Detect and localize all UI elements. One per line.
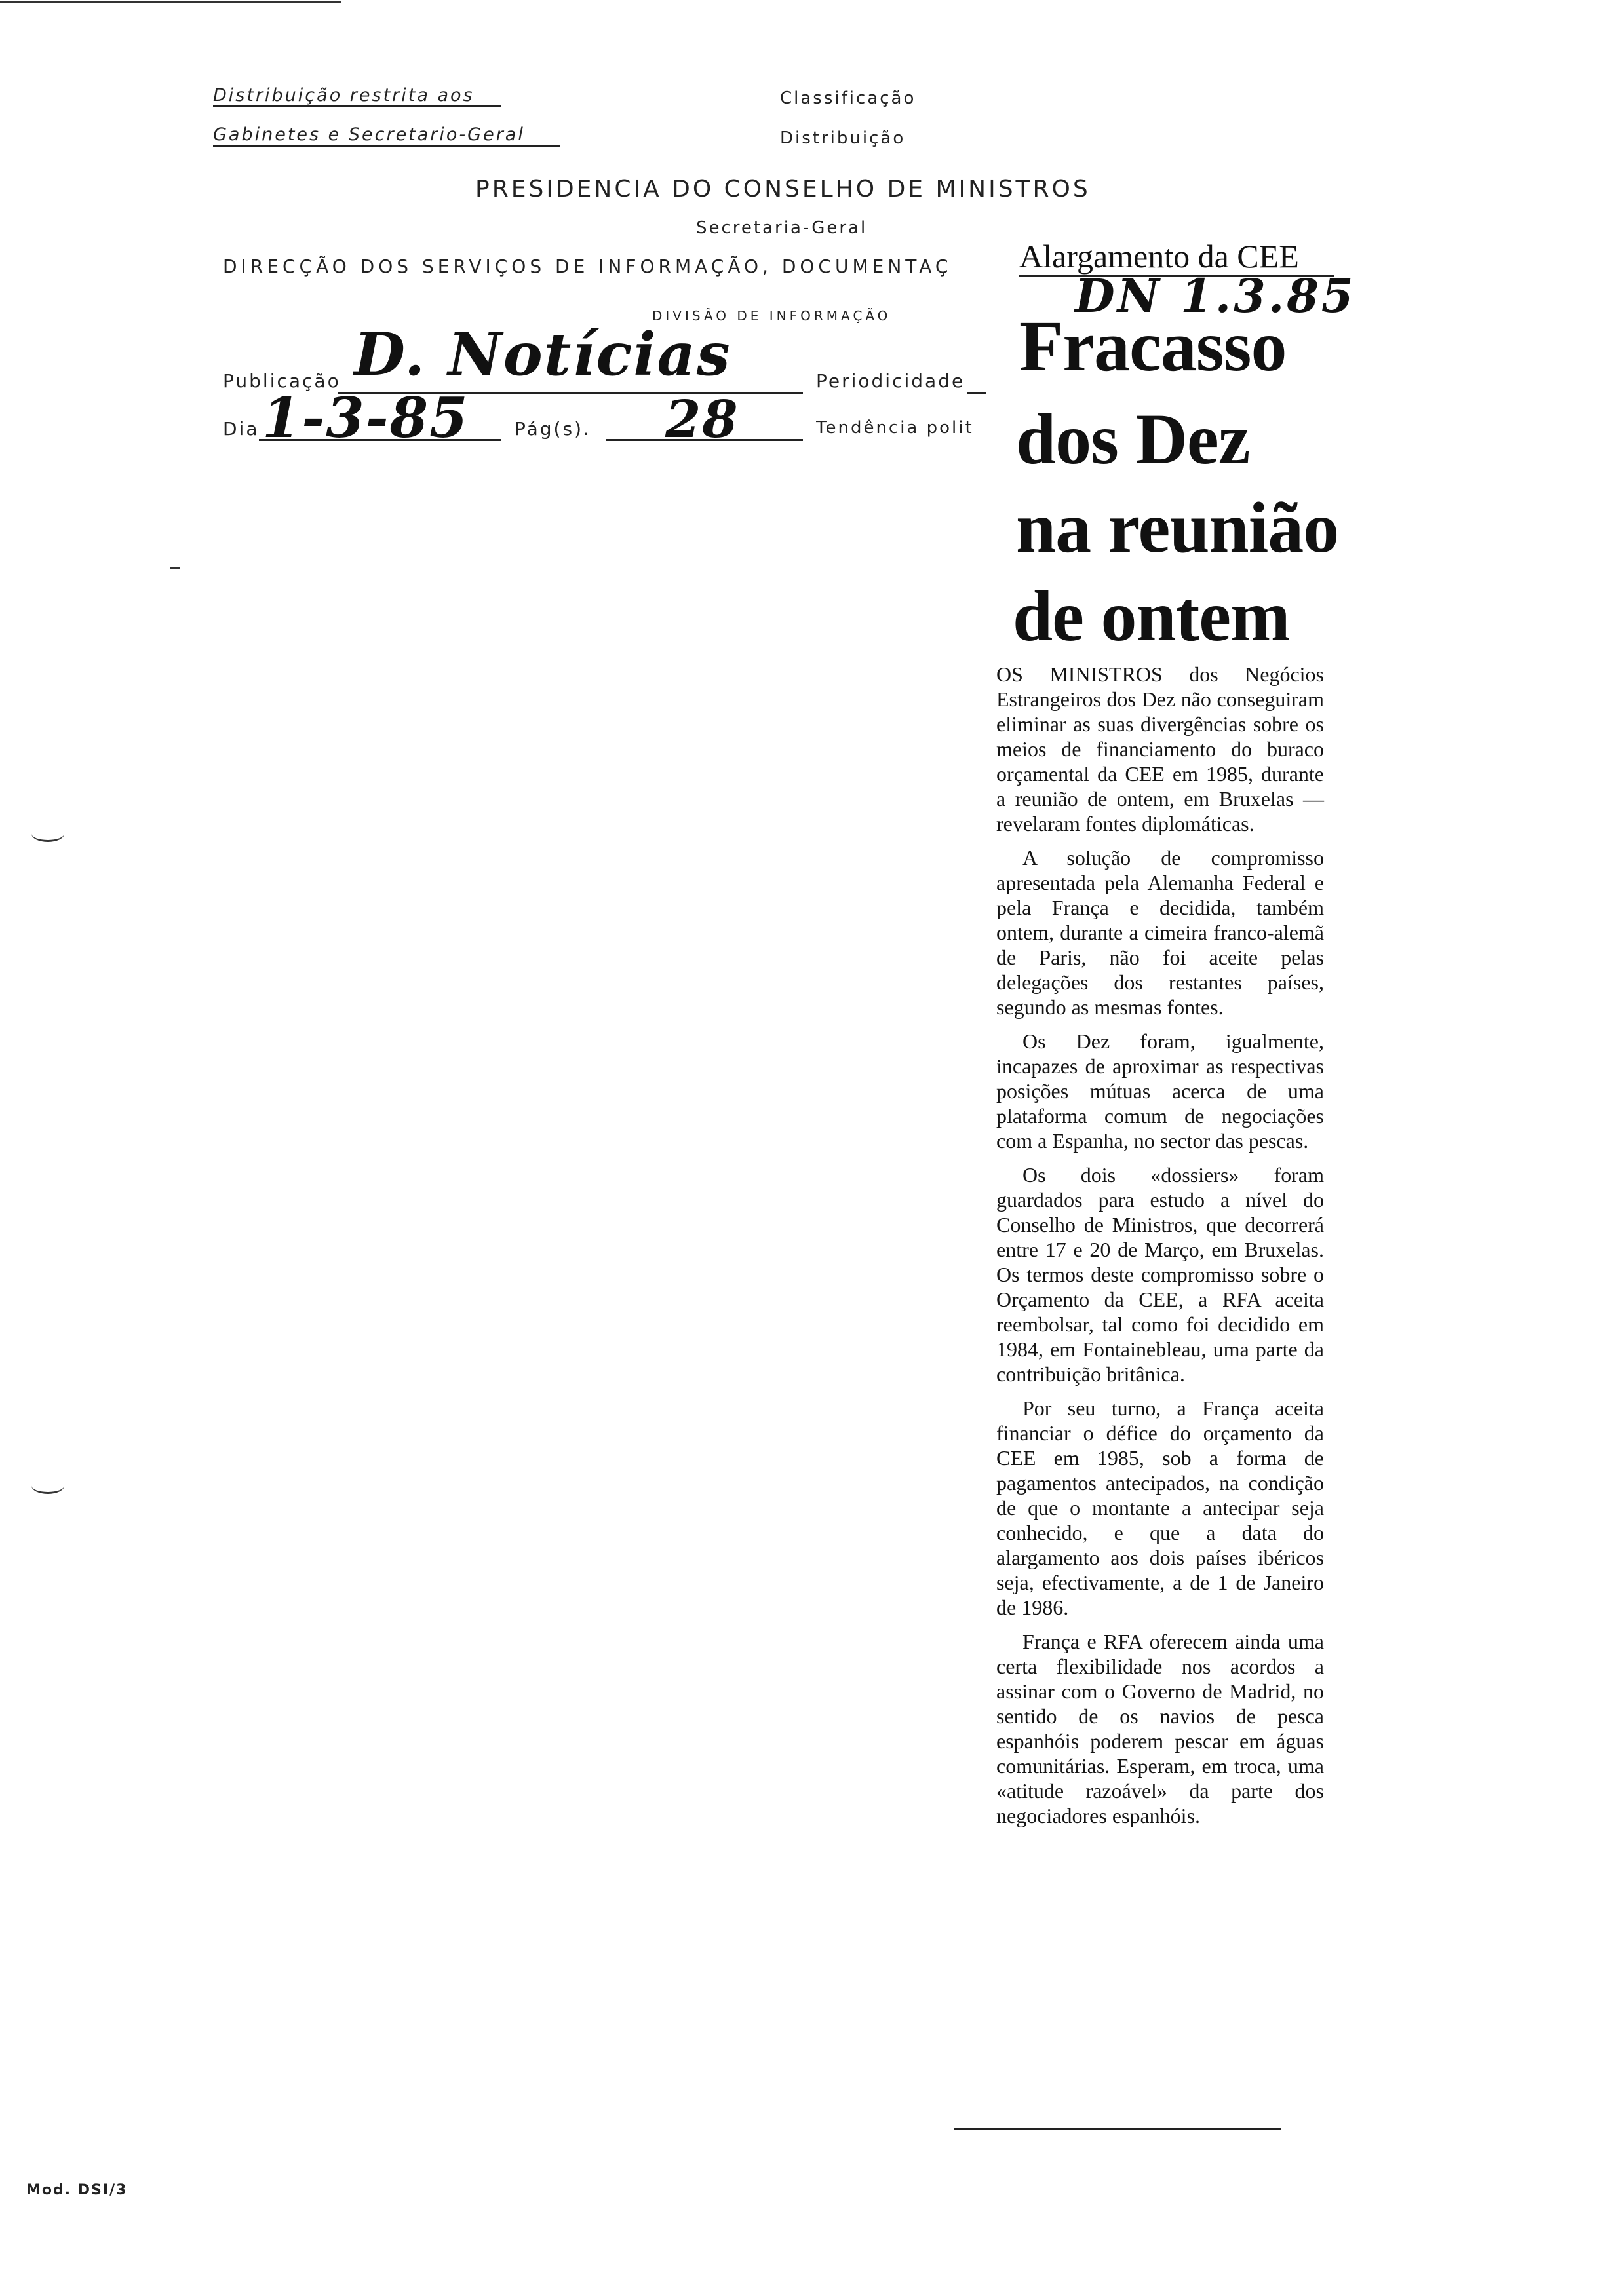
distribution-restricted-line1: Distribuição restrita aos (213, 85, 501, 107)
headline-line-3: na reunião (1016, 488, 1339, 567)
division-line: DIVISÃO DE INFORMAÇÃO (652, 308, 891, 324)
direction-line: DIRECÇÃO DOS SERVIÇOS DE INFORMAÇÃO, DOCUMENTAÇ (223, 256, 952, 277)
form-code: Mod. DSI/3 (26, 2182, 128, 2198)
article-paragraph-5: Por seu turno, a França aceita financiar o défice do orçamento da CEE em 1985, sob a forma de pagamentos antecipados, na condição de que o montante a antecipar seja conhecido, e que a data do alargamento aos dois países ibéricos seja, efectivamente, a de 1 de Janeiro de 1986. (996, 1396, 1324, 1619)
article-paragraph-4: Os dois «dossiers» foram guardados para estudo a nível do Conselho de Ministros, que decorrerá entre 17 e 20 de Março, em Bruxelas. Os termos deste compromisso sobre o Orçamento da CEE, a RFA aceita reembolsar, tal como foi decidido em 1984, em Fontainebleau, uma parte da contribuição britânica. (996, 1163, 1324, 1386)
article-paragraph-3: Os Dez foram, igualmente, incapazes de aproximar as respectivas posições mútuas acerca de uma plataforma comum de negociações com a Espanha, no sector das pescas. (996, 1029, 1324, 1153)
article-paragraph-1: OS MINISTROS dos Negócios Estrangeiros dos Dez não conseguiram eliminar as suas divergências sobre os meios de financiamento do buraco orçamental da CEE em 1985, durante a reunião de ontem, em Bruxelas — revelaram fontes diplomáticas. (996, 662, 1324, 835)
handwritten-stamp: DN 1.3.85 (1075, 269, 1356, 323)
scan-dash-mark (170, 567, 180, 569)
secretariat: Secretaria-Geral (696, 218, 868, 238)
article-paragraph-6: França e RFA oferecem ainda uma certa flexibilidade nos acordos a assinar com o Governo de Madrid, no sentido de os navios de pesca espanhóis poderem pescar em águas comunitárias. Esperam, em troca, uma «atitude razoável» da parte dos negociadores espanhóis. (996, 1630, 1324, 1827)
periodicity-label: Periodicidade (816, 370, 965, 392)
top-edge-line (0, 1, 341, 3)
headline-line-1: Fracasso (1019, 306, 1287, 386)
kicker: Alargamento da CEE (1019, 238, 1299, 275)
pages-value: 28 (665, 390, 739, 450)
day-label: Dia (223, 418, 260, 440)
day-value: 1-3-85 (262, 385, 469, 450)
article-paragraph-2: A solução de compromisso apresentada pela Alemanha Federal e pela França e decidida, também ontem, durante a cimeira franco-alemã de Paris, não foi aceite pelas delegações dos restantes países, segundo as mesmas fontes. (996, 846, 1324, 1019)
punch-hole-mark-lower (31, 1478, 64, 1494)
punch-hole-mark-upper (31, 826, 64, 842)
distribution-label: Distribuição (780, 128, 906, 148)
publication-label: Publicação (223, 370, 341, 392)
org-title: PRESIDENCIA DO CONSELHO DE MINISTROS (475, 176, 1091, 202)
distribution-restricted-line2: Gabinetes e Secretario-Geral (213, 124, 560, 147)
pages-label: Pág(s). (515, 418, 591, 440)
headline-line-4: de ontem (1013, 576, 1290, 656)
publication-value: D. Notícias (354, 320, 731, 389)
political-tendency-label: Tendência polit (816, 418, 974, 438)
periodicity-underline (967, 392, 986, 394)
classification-label: Classificação (780, 88, 916, 108)
article-body (996, 662, 1324, 1828)
article-end-rule (954, 2128, 1281, 2130)
headline-line-2: dos Dez (1016, 399, 1250, 479)
